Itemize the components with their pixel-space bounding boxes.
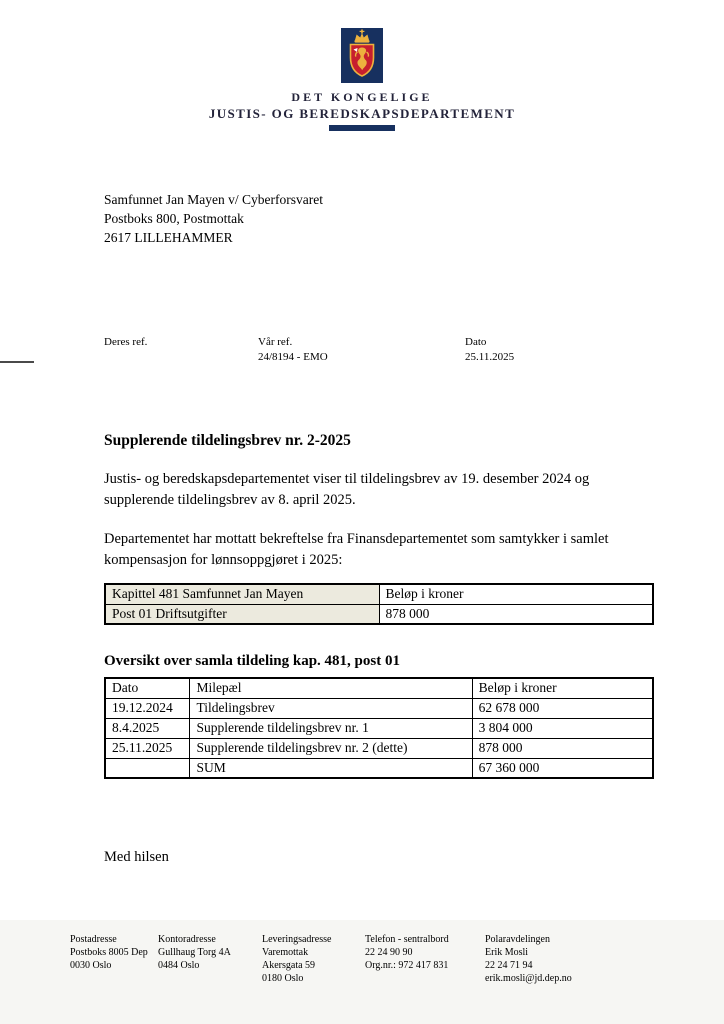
empty-cell — [105, 758, 190, 778]
paragraph-2: Departementet har mottatt bekreftelse fra Finansdepartementet som samtykker i samlet kompensasjon for lønnsoppgjøret i 2025: — [104, 531, 609, 568]
tildeling-overview-table — [104, 677, 654, 779]
dato-cell: 19.12.2024 — [105, 698, 190, 718]
recipient-street: Postboks 800, Postmottak — [104, 211, 244, 226]
col-header-milepael: Milepæl — [190, 678, 472, 698]
var-ref-value: 24/8194 - EMO — [258, 350, 328, 363]
footer-label: Postadresse — [70, 934, 117, 945]
table-row — [105, 698, 653, 718]
letterhead-bar — [329, 125, 395, 131]
footer-line: 0484 Oslo — [158, 960, 200, 971]
table-row — [105, 718, 653, 738]
footer-label: Leveringsadresse — [262, 934, 332, 945]
recipient-address — [104, 190, 323, 247]
kapittel-table — [104, 583, 654, 625]
var-ref-label: Vår ref. — [258, 336, 293, 348]
deres-ref-label: Deres ref. — [104, 336, 148, 348]
footer-line: 0030 Oslo — [70, 960, 112, 971]
footer-line: Gullhaug Torg 4A — [158, 947, 231, 958]
footer-line: Varemottak — [262, 947, 309, 958]
dato-block — [465, 335, 514, 364]
belop-cell: 3 804 000 — [472, 718, 653, 738]
norwegian-coat-of-arms-icon — [341, 28, 383, 83]
footer-kontoradresse — [158, 933, 231, 972]
sum-label-cell: SUM — [190, 758, 472, 778]
recipient-city: 2617 LILLEHAMMER — [104, 230, 233, 245]
footer-label: Kontoradresse — [158, 934, 216, 945]
recipient-name: Samfunnet Jan Mayen v/ Cyberforsvaret — [104, 192, 323, 207]
letterhead-line2: JUSTIS- OG BEREDSKAPSDEPARTEMENT — [208, 106, 516, 121]
letterhead — [0, 28, 724, 131]
col-header-belop: Beløp i kroner — [472, 678, 653, 698]
table-row — [105, 604, 653, 624]
footer-line: Org.nr.: 972 417 831 — [365, 960, 449, 971]
belop-cell: 878 000 — [472, 738, 653, 758]
dato-value: 25.11.2025 — [465, 350, 515, 363]
footer — [0, 920, 724, 1024]
var-ref-block — [258, 335, 328, 364]
table-row — [105, 584, 653, 604]
dato-cell: 25.11.2025 — [105, 738, 190, 758]
sum-amount-cell: 67 360 000 — [472, 758, 653, 778]
footer-contact-email: erik.mosli@jd.dep.no — [485, 973, 572, 984]
belop-cell: 62 678 000 — [472, 698, 653, 718]
footer-contact-name: Erik Mosli — [485, 947, 529, 958]
post-cell: Post 01 Driftsutgifter — [105, 604, 379, 624]
paragraph-1: Justis- og beredskapsdepartementet viser til tildelingsbrev av 19. desember 2024 og supplerende tildelingsbrev av 8. april 2025. — [104, 471, 590, 508]
overview-heading: Oversikt over samla tildeling kap. 481, post 01 — [104, 653, 400, 669]
footer-line: Akersgata 59 — [262, 960, 316, 971]
footer-telefon — [365, 933, 449, 972]
dato-label: Dato — [465, 336, 487, 348]
fold-mark — [0, 361, 34, 363]
footer-label: Telefon - sentralbord — [365, 934, 449, 945]
milepael-cell: Supplerende tildelingsbrev nr. 2 (dette) — [190, 738, 472, 758]
milepael-cell: Tildelingsbrev — [190, 698, 472, 718]
dato-cell: 8.4.2025 — [105, 718, 190, 738]
deres-ref-block — [104, 335, 147, 350]
document-title: Supplerende tildelingsbrev nr. 2-2025 — [104, 432, 351, 449]
letterhead-line1: DET KONGELIGE — [291, 90, 433, 104]
table-header-row — [105, 678, 653, 698]
post-amount-cell: 878 000 — [379, 604, 653, 624]
footer-leveringsadresse — [262, 933, 331, 985]
table-sum-row — [105, 758, 653, 778]
closing-salutation: Med hilsen — [104, 849, 169, 865]
footer-line: Postboks 8005 Dep — [70, 947, 148, 958]
kapittel-header-cell: Kapittel 481 Samfunnet Jan Mayen — [105, 584, 379, 604]
table-row — [105, 738, 653, 758]
footer-label: Polaravdelingen — [485, 934, 550, 945]
footer-line: 22 24 90 90 — [365, 947, 413, 958]
col-header-dato: Dato — [105, 678, 190, 698]
belop-header-cell: Beløp i kroner — [379, 584, 653, 604]
milepael-cell: Supplerende tildelingsbrev nr. 1 — [190, 718, 472, 738]
footer-postadresse — [70, 933, 148, 972]
footer-avdeling — [485, 933, 572, 985]
footer-line: 0180 Oslo — [262, 973, 304, 984]
footer-contact-phone: 22 24 71 94 — [485, 960, 533, 971]
